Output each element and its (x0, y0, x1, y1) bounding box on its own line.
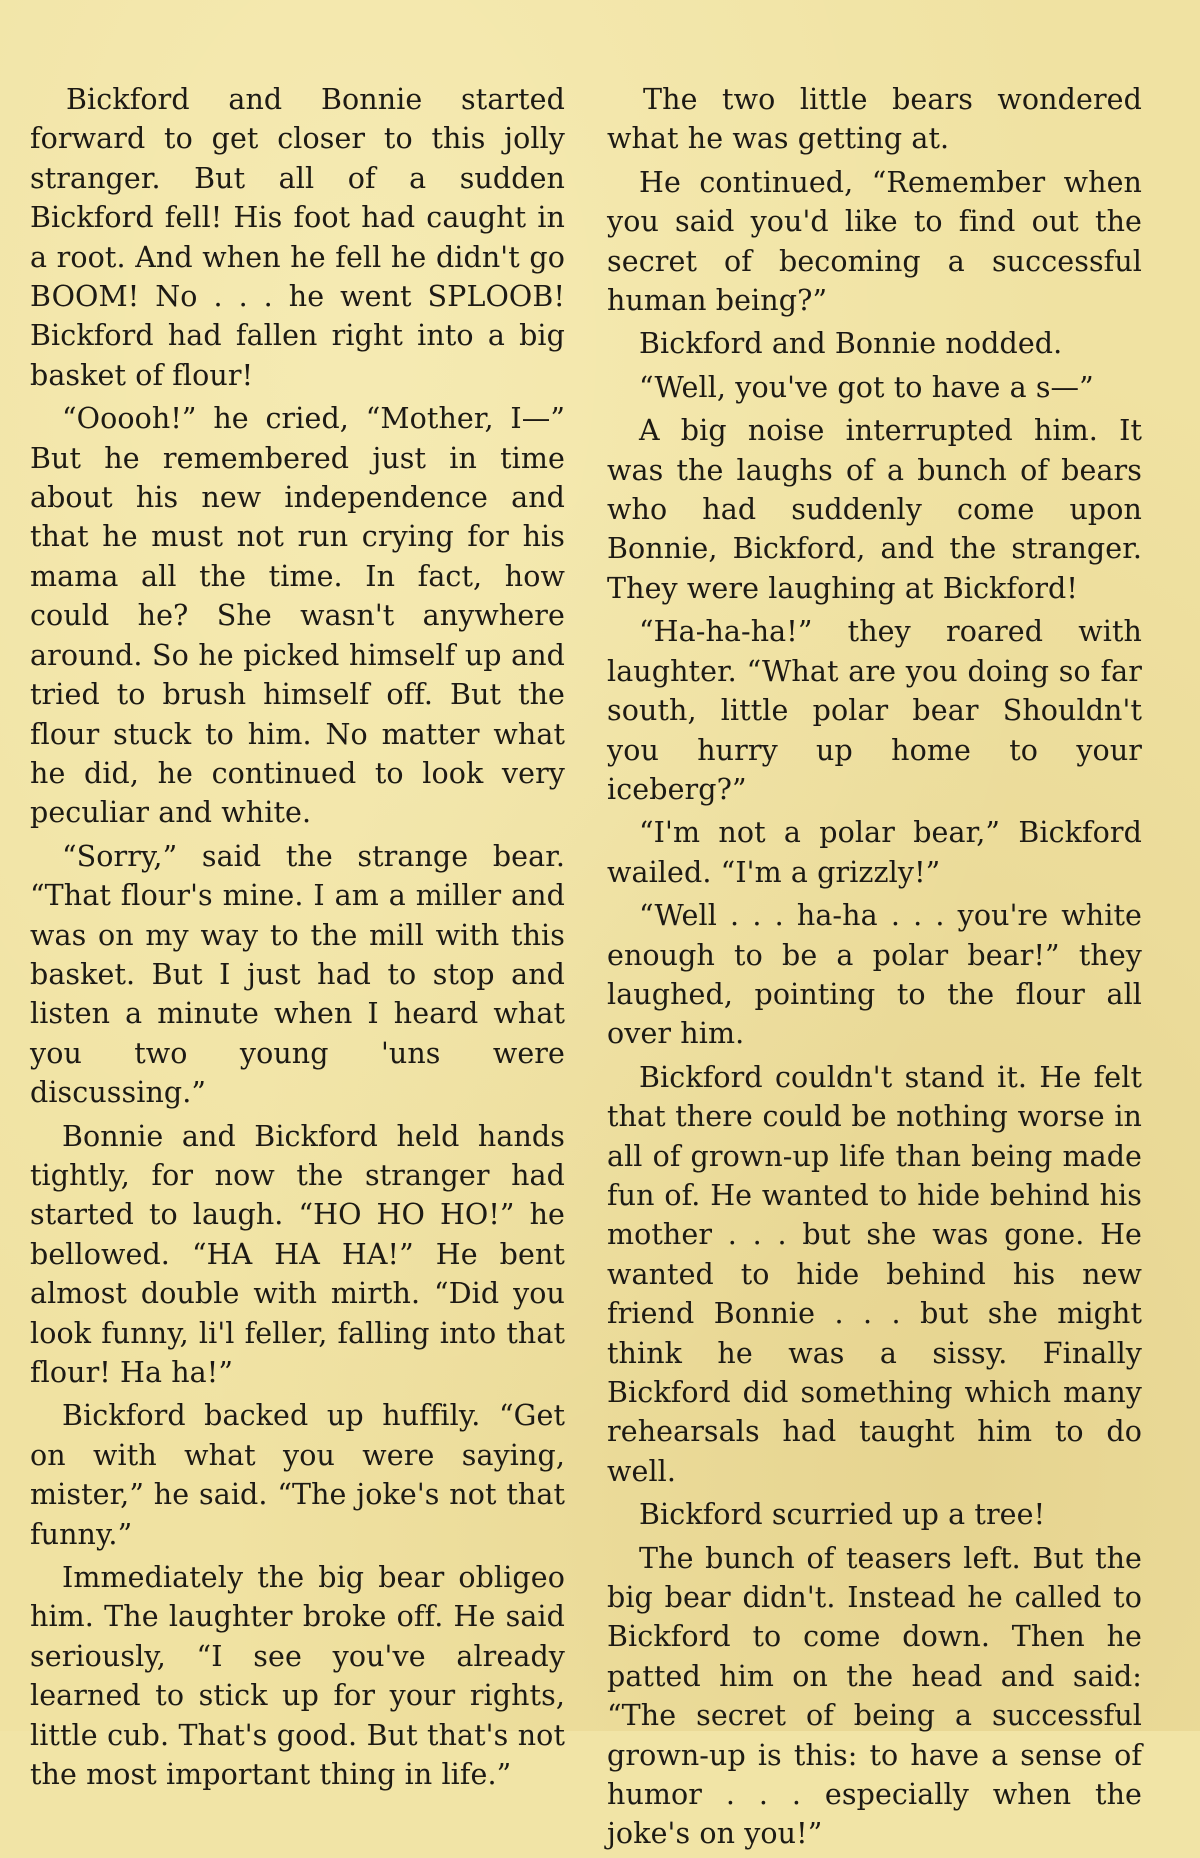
paragraph: The bunch of teasers left. But the big bear didn't. Instead he called to Bickford to come down. Then he patted him on the head and said: “The secret of being a successful grown-up is this: to have a sense of humor . . . especially when the joke's on you!” (607, 1541, 1142, 1851)
paragraph: Bickford backed up huffily. “Get on with what you were saying, mister,” he said. “The joke's not that funny.” (30, 1399, 565, 1551)
paragraph: The two little bears wondered what he was getting at. (607, 83, 1142, 156)
paragraph: “Ooooh!” he cried, “Mother, I—” But he remembered just in time about his new independence and that he must not run crying for his mama all the time. In fact, how could he? She wasn't anywhere around. So he picked himself up and tried to brush himself off. But the flour stuck to him. No matter what he did, he continued to look very peculiar and white. (30, 402, 565, 830)
right-text-column (607, 80, 1142, 1858)
paragraph: Bickford couldn't stand it. He felt that there could be nothing worse in all of grown-up life than being made fun of. He wanted to hide behind his mother . . . but she was gone. He wanted to hide behind his new friend Bonnie . . . but she might think he was a sissy. Finally Bickford did something which many rehearsals had taught him to do well. (607, 1060, 1142, 1488)
paragraph: A big noise interrupted him. It was the laughs of a bunch of bears who had suddenly come upon Bonnie, Bickford, and the stranger. They were laughing at Bickford! (607, 414, 1142, 605)
paragraph: Bonnie and Bickford held hands tightly, for now the stranger had started to laugh. “HO HO HO!” he bellowed. “HA HA HA!” He bent almost double with mirth. “Did you look funny, li'l feller, falling into that flour! Ha ha!” (30, 1119, 565, 1389)
paragraph: “Ha-ha-ha!” they roared with laughter. “What are you doing so far south, little polar bear Shouldn't you hurry up home to your iceberg?” (607, 615, 1142, 806)
paragraph: Bickford and Bonnie nodded. (639, 327, 1063, 361)
paragraph: “Well . . . ha-ha . . . you're white enough to be a polar bear!” they laughed, pointing to the flour all over him. (607, 899, 1142, 1051)
paragraph: Bickford scurried up a tree! (639, 1498, 1046, 1532)
paragraph: “Sorry,” said the strange bear. “That flour's mine. I am a miller and was on my way to the mill with this basket. But I just had to stop and listen a minute when I heard what you two young 'uns were discussing.” (30, 839, 565, 1110)
paragraph: “I'm not a polar bear,” Bickford wailed. “I'm a grizzly!” (607, 816, 1142, 889)
paragraph: He continued, “Remember when you said you'd like to find out the secret of becoming a successful human being?” (607, 165, 1142, 318)
paragraph: “Well, you've got to have a s—” (639, 370, 1094, 404)
paragraph: Bickford and Bonnie started forward to get closer to this jolly stranger. But all of a sudden Bickford fell! His foot had caught in a root. And when he fell he didn't go BOOM! No . . . he went SPLOOB! Bickford had fallen right into a big basket of flour! (30, 83, 565, 392)
paragraph: Immediately the big bear obligeo him. The laughter broke off. He said seriously, “I see you've already learned to stick up for your rights, little cub. That's good. But that's not the most important thing in life.” (30, 1561, 565, 1792)
left-text-column (30, 80, 565, 1798)
